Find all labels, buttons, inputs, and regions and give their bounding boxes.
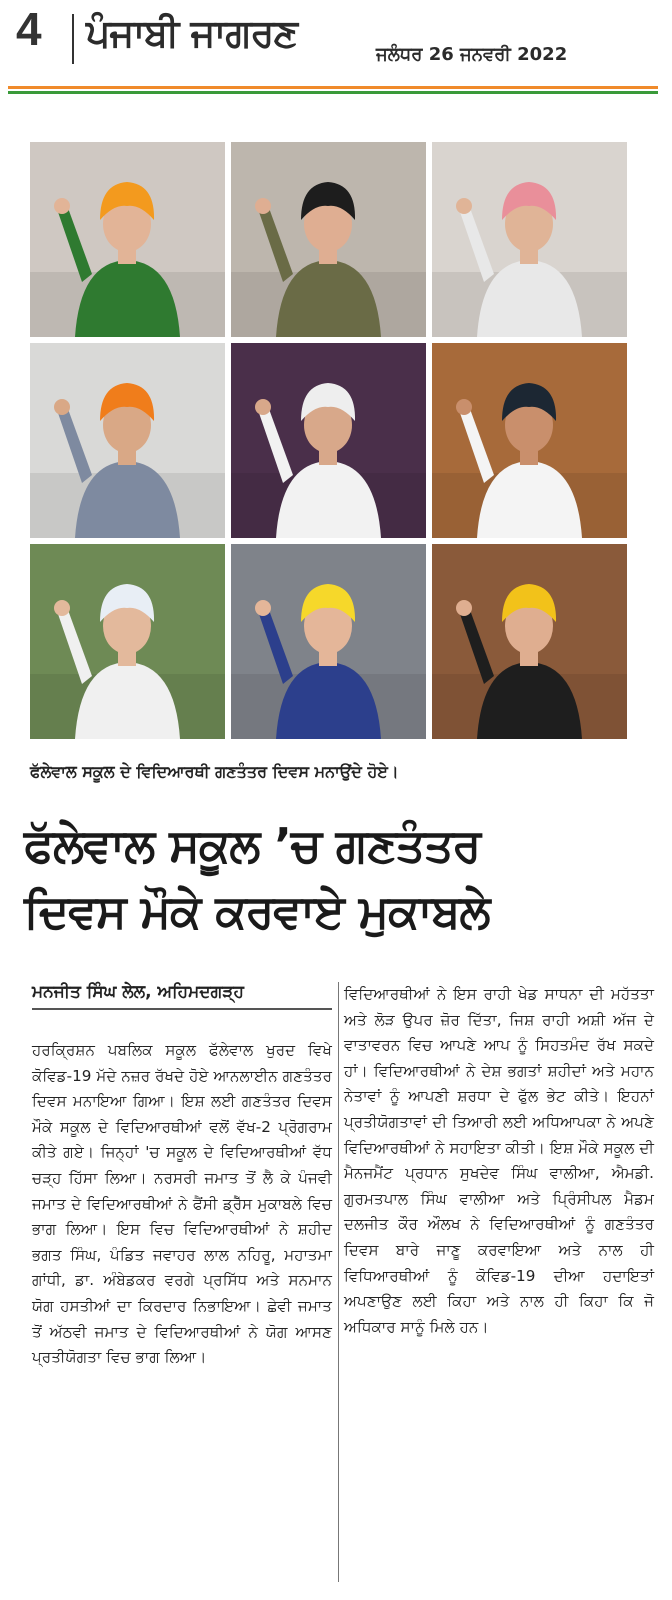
student-photo [30,544,225,739]
student-photo [432,544,627,739]
headline [24,812,654,944]
student-photo [432,142,627,337]
student-photo [231,343,426,538]
student-photo [231,142,426,337]
masthead [0,0,672,88]
photo-collage [30,142,628,742]
byline: ਮਨਜੀਤ ਸਿੰਘ ਲੇਲ, ਅਹਿਮਦਗੜ੍ਹ [32,982,244,1002]
dateline: ਜਲੰਧਰ 26 ਜਨਵਰੀ 2022 [376,44,568,65]
headline-line-1: ਫੱਲੇਵਾਲ ਸਕੂਲ ’ਚ ਗਣਤੰਤਰ [24,818,481,872]
masthead-separator [72,14,74,64]
column-divider [338,982,339,1582]
article-column-right: ਵਿਦਿਆਰਥੀਆਂ ਨੇ ਇਸ ਰਾਹੀ ਖੇਡ ਸਾਧਨਾ ਦੀ ਮਹੱਤਤਾ ਅਤੇ ਲੋੜ ਉਪਰ ਜ਼ੋਰ ਦਿੱਤਾ, ਜਿਸ਼ ਰਾਹੀ ਅਸ਼ੀ ਅੱਜ ਦੇ ਵਾਤਾਵਰਨ ਵਿਚ ਆਪਣੇ ਆਪ ਨੂੰ ਸਿਹਤਮੰਦ ਰੱਖ ਸਕਦੇ ਹਾਂ। ਵਿਦਿਆਰਥੀਆਂ ਨੇ ਦੇਸ਼ ਭਗਤਾਂ ਸ਼ਹੀਦਾਂ ਅਤੇ ਮਹਾਨ ਨੇਤਾਵਾਂ ਨੂੰ ਆਪਣੀ ਸ਼ਰਧਾ ਦੇ ਫੁੱਲ ਭੇਟ ਕੀਤੇ। ਇਹਨਾਂ ਪ੍ਰਤੀਯੋਗਤਾਵਾਂ ਦੀ ਤਿਆਰੀ ਲਈ ਅਧਿਆਪਕਾ ਨੇ ਅਪਣੇ ਵਿਦਿਆਰਥੀਆਂ ਨੇ ਸਹਾਇਤਾ ਕੀਤੀ। ਇਸ਼ ਮੌਕੇ ਸਕੂਲ ਦੀ ਮੈਨਜਮੈਂਟ ਪ੍ਰਧਾਨ ਸੁਖਦੇਵ ਸਿੰਘ ਵਾਲੀਆ, ਐਮਡੀ. ਗੁਰਮਤਪਾਲ ਸਿੰਘ ਵਾਲੀਆ ਅਤੇ ਪ੍ਰਿੰਸੀਪਲ ਮੈਡਮ ਦਲਜੀਤ ਕੌਰ ਔਲਖ ਨੇ ਵਿਦਿਆਰਥੀਆਂ ਨੂੰ ਗਣਤੰਤਰ ਦਿਵਸ ਬਾਰੇ ਜਾਣੂ ਕਰਵਾਇਆ ਅਤੇ ਨਾਲ ਹੀ ਵਿਧਿਆਰਥੀਆਂ ਨੂੰ ਕੋਵਿਡ-19 ਦੀਆ ਹਦਾਇਤਾਂ ਅਪਣਾਉਣ ਲਈ ਕਿਹਾ ਅਤੇ ਨਾਲ ਹੀ ਕਿਹਾ ਕਿ ਜੋ ਅਧਿਕਾਰ ਸਾਨੂੰ ਮਿਲੇ ਹਨ। [344,985,654,1336]
tricolor-rule-green [8,91,658,94]
student-photo [231,544,426,739]
student-photo [30,142,225,337]
student-photo [30,343,225,538]
newspaper-name: ਪੰਜਾਬੀ ਜਾਗਰਣ [86,11,298,55]
article-column-left: ਹਰਕ੍ਰਿਸ਼ਨ ਪਬਲਿਕ ਸਕੂਲ ਫੱਲੇਵਾਲ ਖੁਰਦ ਵਿਖੇ ਕੋਵਿਡ-19 ਮੱਦੇ ਨਜ਼ਰ ਰੱਖਦੇ ਹੋਏ ਆਨਲਾਈਨ ਗਣਤੰਤਰ ਦਿਵਸ ਮਨਾਇਆ ਗਿਆ। ਇਸ਼ ਲਈ ਗਣਤੰਤਰ ਦਿਵਸ ਮੌਕੇ ਸਕੂਲ ਦੇ ਵਿਦਿਆਰਥੀਆਂ ਵਲੋਂ ਵੱਖ-2 ਪ੍ਰੋਗਰਾਮ ਕੀਤੇ ਗਏ। ਜਿਨ੍ਹਾਂ 'ਚ ਸਕੂਲ ਦੇ ਵਿਦਿਆਰਥੀਆਂ ਵੱਧ ਚੜ੍ਹ ਹਿੱਸਾ ਲਿਆ। ਨਰਸਰੀ ਜਮਾਤ ਤੋਂ ਲੈ ਕੇ ਪੰਜਵੀ ਜਮਾਤ ਦੇ ਵਿਦਿਆਰਥੀਆਂ ਨੇ ਫੈਂਸੀ ਡ੍ਰੈੱਸ ਮੁਕਾਬਲੇ ਵਿਚ ਭਾਗ ਲਿਆ। ਇਸ ਵਿਚ ਵਿਦਿਆਰਥੀਆਂ ਨੇ ਸ਼ਹੀਦ ਭਗਤ ਸਿੰਘ, ਪੰਡਿਤ ਜਵਾਹਰ ਲਾਲ ਨਹਿਰੂ, ਮਹਾਤਮਾ ਗਾਂਧੀ, ਡਾ. ਅੰਬੇਡਕਰ ਵਰਗੇ ਪ੍ਰਸਿੱਧ ਅਤੇ ਸਨਮਾਨ ਯੋਗ ਹਸਤੀਆਂ ਦਾ ਕਿਰਦਾਰ ਨਿਭਾਇਆ। ਛੇਵੀ ਜਮਾਤ ਤੋਂ ਅੱਠਵੀ ਜਮਾਤ ਦੇ ਵਿਦਿਆਰਥੀਆਂ ਨੇ ਯੋਗ ਆਸਣ ਪ੍ਰਤੀਯੋਗਤਾ ਵਿਚ ਭਾਗ ਲਿਆ। [32,1041,332,1367]
headline-line-2: ਦਿਵਸ ਮੌਕੇ ਕਰਵਾਏ ਮੁਕਾਬਲੇ [24,884,490,938]
photo-caption: ਫੱਲੇਵਾਲ ਸਕੂਲ ਦੇ ਵਿਦਿਆਰਥੀ ਗਣਤੰਤਰ ਦਿਵਸ ਮਨਾਉਂਦੇ ਹੋਏ। [30,762,399,781]
byline-rule [32,1008,332,1010]
student-photo [432,343,627,538]
page-number: 4 [16,3,42,55]
